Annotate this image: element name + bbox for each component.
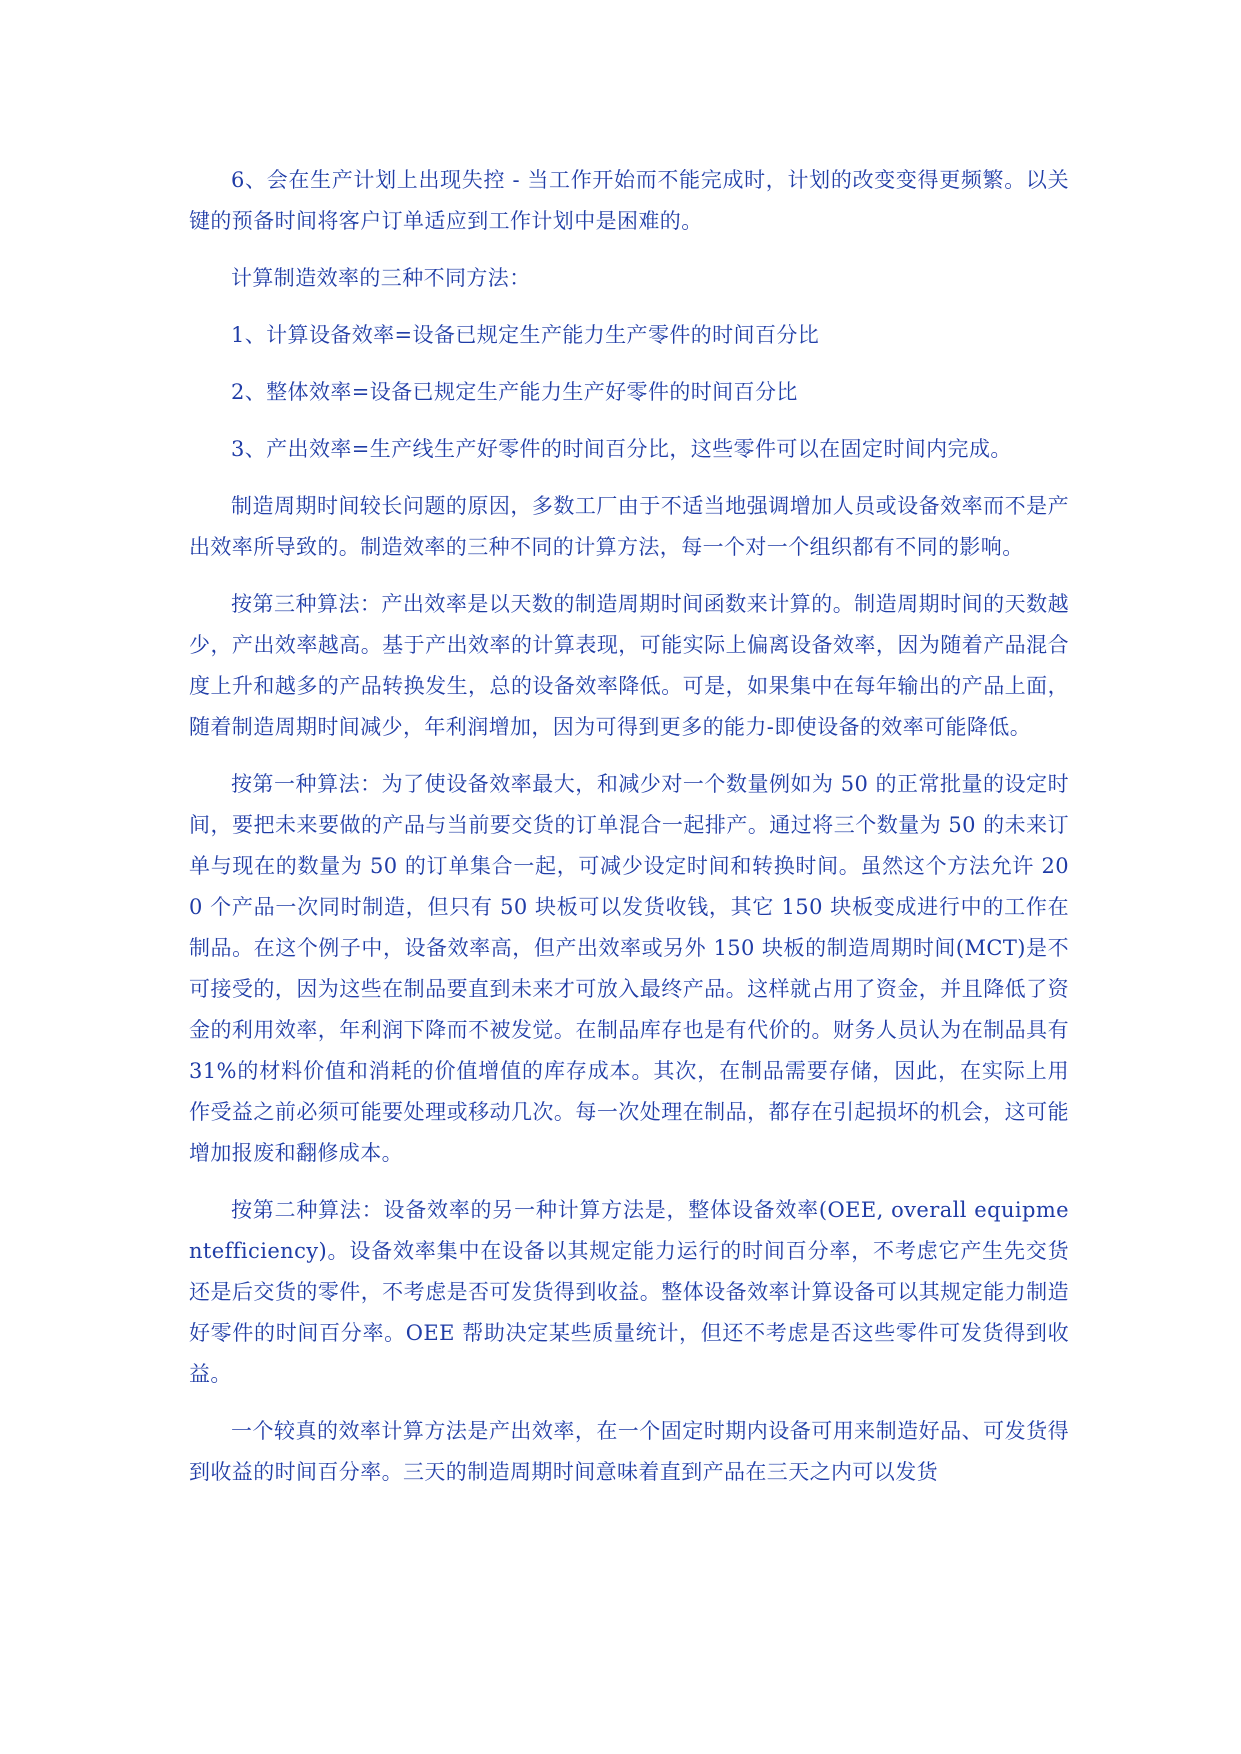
paragraph-second-algorithm: 按第二种算法：设备效率的另一种计算方法是，整体设备效率(OEE, overall equipmentefficiency)。设备效率集中在设备以其规定能力运行的时间百分率，不考虑它产生先交货还是后交货的零件，不考虑是否可发货得到收益。整体设备效率计算设备可以其规定能力制造好零件的时间百分率。OEE 帮助决定某些质量统计，但还不考虑是否这些零件可发货得到收益。 (189, 1198, 1069, 1386)
paragraph-cause: 制造周期时间较长问题的原因，多数工厂由于不适当地强调增加人员或设备效率而不是产出效率所导致的。制造效率的三种不同的计算方法，每一个对一个组织都有不同的影响。 (189, 494, 1069, 559)
paragraph-output-efficiency: 一个较真的效率计算方法是产出效率，在一个固定时期内设备可用来制造好品、可发货得到收益的时间百分率。三天的制造周期时间意味着直到产品在三天之内可以发货 (189, 1419, 1069, 1484)
paragraph-method-1: 1、计算设备效率=设备已规定生产能力生产零件的时间百分比 (231, 323, 820, 347)
body-text (189, 160, 1069, 1509)
paragraph-method-3: 3、产出效率=生产线生产好零件的时间百分比，这些零件可以在固定时间内完成。 (231, 437, 1012, 461)
paragraph-third-algorithm: 按第三种算法：产出效率是以天数的制造周期时间函数来计算的。制造周期时间的天数越少，产出效率越高。基于产出效率的计算表现，可能实际上偏离设备效率，因为随着产品混合度上升和越多的产品转换发生，总的设备效率降低。可是，如果集中在每年输出的产品上面，随着制造周期时间减少，年利润增加，因为可得到更多的能力-即使设备的效率可能降低。 (189, 592, 1069, 739)
paragraph-method-2: 2、整体效率=设备已规定生产能力生产好零件的时间百分比 (231, 380, 798, 404)
paragraph-methods-heading: 计算制造效率的三种不同方法： (231, 266, 531, 290)
paragraph-item-6: 6、会在生产计划上出现失控 - 当工作开始而不能完成时，计划的改变变得更频繁。以关键的预备时间将客户订单适应到工作计划中是困难的。 (189, 168, 1069, 233)
paragraph-first-algorithm: 按第一种算法：为了使设备效率最大，和减少对一个数量例如为 50 的正常批量的设定时间，要把未来要做的产品与当前要交货的订单混合一起排产。通过将三个数量为 50 的未来订单与现在的数量为 50 的订单集合一起，可减少设定时间和转换时间。虽然这个方法允许 200 个产品一次同时制造，但只有 50 块板可以发货收钱，其它 150 块板变成进行中的工作在制品。在这个例子中，设备效率高，但产出效率或另外 150 块板的制造周期时间(MCT)是不可接受的，因为这些在制品要直到未来才可放入最终产品。这样就占用了资金，并且降低了资金的利用效率，年利润下降而不被发觉。在制品库存也是有代价的。财务人员认为在制品具有 31%的材料价值和消耗的价值增值的库存成本。其次，在制品需要存储，因此，在实际上用作受益之前必须可能要处理或移动几次。每一次处理在制品，都存在引起损坏的机会，这可能增加报废和翻修成本。 (189, 772, 1069, 1165)
